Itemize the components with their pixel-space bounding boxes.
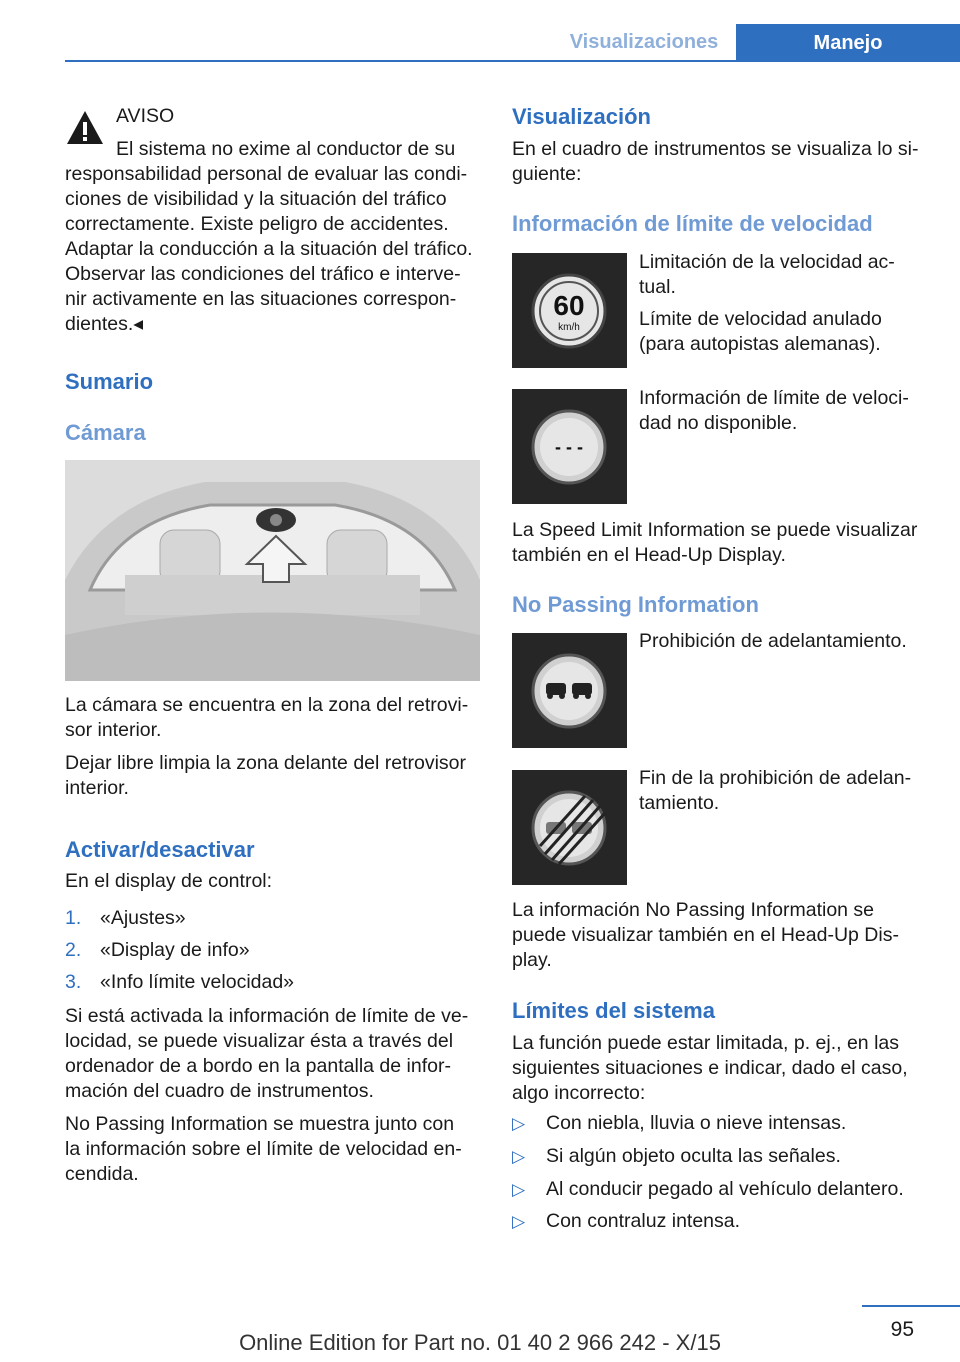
list-item: Si algún objeto oculta las señales. [546,1145,841,1167]
step-text: «Ajustes» [100,907,186,929]
unavailable-symbol: - - - [555,437,583,457]
heading-limite-velocidad: Información de límite de velocidad [512,211,873,236]
camara-text: La cámara se encuentra en la zona del retrovi- [65,694,469,716]
heading-activar: Activar/desactivar [65,837,255,862]
info-text: mación del cuadro de instrumentos. [65,1080,374,1102]
warning-line: correctamente. Existe peligro de accidentes. [65,213,449,235]
end-no-passing-sign-icon [512,770,627,885]
heading-no-passing: No Passing Information [512,592,759,617]
heading-limites-sistema: Límites del sistema [512,998,715,1023]
bullet-triangle-icon: ▷ [512,1147,526,1166]
bullet-triangle-icon: ▷ [512,1114,526,1133]
footer-rule [862,1305,960,1307]
edition-footer: Online Edition for Part no. 01 40 2 966 242 - X/15 [239,1330,721,1355]
sign-text: Limitación de la velocidad ac- [639,251,895,273]
camara-text: Dejar libre limpia la zona delante del retrovisor [65,752,467,774]
sign-text: dad no disponible. [639,412,798,434]
speed-unit: km/h [558,322,580,333]
speed-value: 60 [553,290,585,321]
heading-visualizacion: Visualización [512,104,651,129]
info-text: cendida. [65,1163,139,1185]
step-text: «Info límite velocidad» [100,971,295,993]
page-number: 95 [890,1318,914,1341]
info-text: ordenador de a bordo en la pantalla de infor- [65,1055,451,1077]
warning-line: Observar las condiciones del tráfico e interve- [65,263,461,285]
activar-intro: En el display de control: [65,870,273,892]
sign-text: tamiento. [639,792,720,814]
heading-sumario: Sumario [65,369,154,394]
info-text: la información sobre el límite de velocidad en- [65,1138,462,1160]
warning-line: nir activamente en las situaciones correspon- [65,288,457,310]
warning-title: AVISO [116,105,175,127]
sign-text: Información de límite de veloci- [639,387,909,409]
step-number: 3. [65,971,82,993]
hud-text: también en el Head-Up Display. [512,544,786,566]
no-passing-sign-icon [512,633,627,748]
info-text: No Passing Information se muestra junto con [65,1113,455,1135]
vis-intro: En el cuadro de instrumentos se visualiza lo si- [512,138,919,160]
heading-camara: Cámara [65,420,146,445]
warning-line: Adaptar la conducción a la situación del tráfico. [65,238,473,260]
nopass-text: puede visualizar también en el Head-Up Dis- [512,924,899,946]
tab-visualizaciones[interactable]: Visualizaciones [552,24,736,60]
camara-text: sor interior. [65,719,162,741]
sign-text: tual. [639,276,676,298]
vis-intro: guiente: [512,163,582,185]
step-text: «Display de info» [100,939,250,961]
hud-text: La Speed Limit Information se puede visualizar [512,519,918,541]
warning-line: El sistema no exime al conductor de su [116,138,456,160]
limites-intro: La función puede estar limitada, p. ej., en las [512,1032,899,1054]
info-text: Si está activada la información de límite de ve- [65,1005,469,1027]
list-item: Con contraluz intensa. [546,1210,741,1232]
list-item: Al conducir pegado al vehículo delantero. [546,1178,904,1200]
tab-manejo[interactable]: Manejo [736,24,960,62]
info-text: locidad, se puede visualizar ésta a través del [65,1030,454,1052]
bullet-triangle-icon: ▷ [512,1180,526,1199]
warning-line: responsabilidad personal de evaluar las condi- [65,163,468,185]
limites-intro: algo incorrecto: [512,1082,646,1104]
speed-limit-sign-icon [512,253,627,368]
header-rule [65,60,960,62]
sign-text: Límite de velocidad anulado [639,308,882,330]
camara-text: interior. [65,777,129,799]
step-number: 1. [65,907,82,929]
nopass-text: play. [512,949,552,971]
list-item: Con niebla, lluvia o nieve intensas. [546,1112,847,1134]
sign-text: (para autopistas alemanas). [639,333,881,355]
warning-line: ciones de visibilidad y la situación del tráfico [65,188,447,210]
step-number: 2. [65,939,82,961]
camera-location-photo [65,460,480,681]
bullet-triangle-icon: ▷ [512,1212,526,1231]
sign-text: Prohibición de adelantamiento. [639,630,907,652]
warning-line: dientes.◂ [65,313,144,335]
warning-icon [65,108,105,148]
speed-limit-unavailable-icon [512,389,627,504]
limites-intro: siguientes situaciones e indicar, dado el caso, [512,1057,908,1079]
nopass-text: La información No Passing Information se [512,899,875,921]
sign-text: Fin de la prohibición de adelan- [639,767,912,789]
